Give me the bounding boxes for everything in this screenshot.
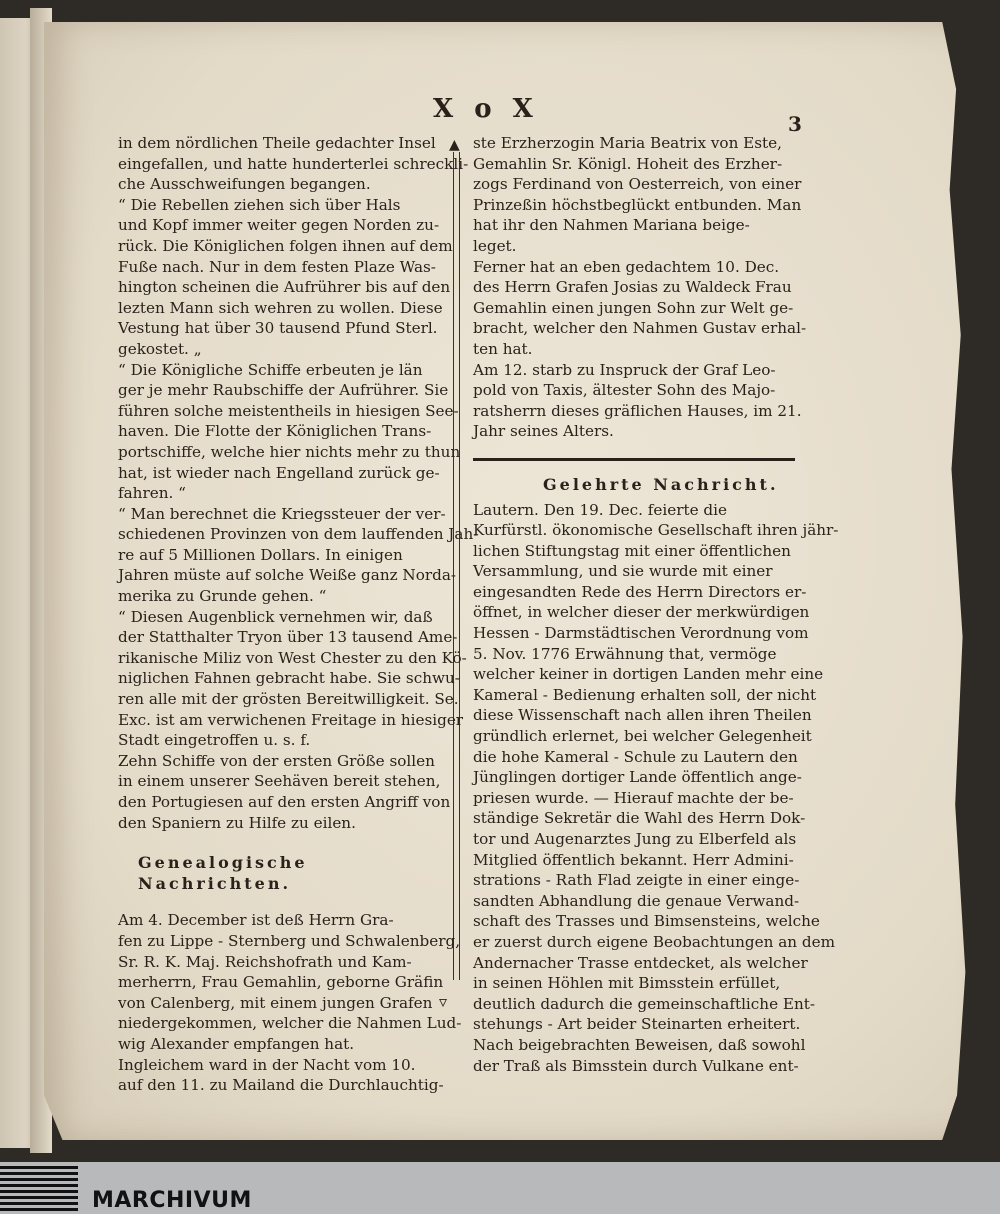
text-line: deutlich dadurch die gemeinschaftliche Ent- <box>473 994 815 1013</box>
text-line: Jünglingen dortiger Lande öffentlich ange- <box>473 768 802 787</box>
text-line: ste Erzherzogin Maria Beatrix von Este, <box>473 134 782 152</box>
page-header <box>0 94 1000 134</box>
text-line: Ferner hat an eben gedachtem 10. Dec. <box>473 257 780 276</box>
page-number: 3 <box>788 112 802 136</box>
text-line: führen solche meistentheils in hiesigen See- <box>118 401 459 420</box>
column-divider-inner <box>459 152 460 980</box>
text-line: von Calenberg, mit einem jungen Grafen <box>118 993 433 1012</box>
text-line: tor und Augenarztes Jung zu Elberfeld als <box>473 830 797 848</box>
text-line: in einem unserer Seehäven bereit stehen, <box>118 772 441 791</box>
text-line: pold von Taxis, ältester Sohn des Majo- <box>473 381 776 400</box>
text-line: hat ihr den Nahmen Mariana beige- <box>473 216 750 235</box>
text-line: schiedenen Provinzen von dem lauffenden Jah- <box>118 525 479 544</box>
text-line: öffnet, in welcher dieser der merkwürdigen <box>473 603 810 622</box>
text-line: Nach beigebrachten Beweisen, daß sowohl <box>473 1035 806 1054</box>
text-line: “ Die Rebellen ziehen sich über Hals <box>118 195 401 214</box>
catchword-mark: ▿ <box>439 992 448 1011</box>
text-line: in seinen Höhlen mit Bimsstein erfüllet, <box>473 974 781 993</box>
text-line: ratsherrn dieses gräflichen Hauses, im 21. <box>473 401 802 420</box>
text-line: sandten Abhandlung die genaue Verwand- <box>473 891 800 910</box>
text-line: niedergekommen, welcher die Nahmen Lud- <box>118 1014 462 1033</box>
text-line: hat, ist wieder nach Engelland zurück ge- <box>118 463 440 482</box>
text-line: den Spaniern zu Hilfe zu eilen. <box>118 813 356 832</box>
text-line: Versammlung, und sie wurde mit einer <box>473 562 773 581</box>
scholarly-news-heading: Gelehrte Nachricht. <box>543 474 779 494</box>
text-line: Am 12. starb zu Inspruck der Graf Leo- <box>473 360 776 379</box>
text-line: fen zu Lippe - Sternberg und Schwalenberg, <box>118 931 461 950</box>
text-line: ren alle mit der grösten Bereitwilligkeit. Se. <box>118 690 459 709</box>
archive-brand-name: MARCHIVUM <box>92 1188 252 1213</box>
text-line: eingesandten Rede des Herrn Directors er- <box>473 582 807 601</box>
text-line: re auf 5 Millionen Dollars. In einigen <box>118 545 403 564</box>
text-line: auf den 11. zu Mailand die Durchlauchtig- <box>118 1076 444 1095</box>
text-line: “ Diesen Augenblick vernehmen wir, daß <box>118 607 433 626</box>
text-line: Kameral - Bedienung erhalten soll, der nicht <box>473 685 817 704</box>
right-column <box>473 133 839 1076</box>
text-line: die hohe Kameral - Schule zu Lautern den <box>473 747 798 766</box>
running-title: X o X <box>433 94 539 124</box>
text-line: Am 4. December ist deß Herrn Gra- <box>118 911 394 930</box>
text-line: Lautern. Den 19. Dec. feierte die <box>473 500 727 519</box>
text-line: und Kopf immer weiter gegen Norden zu- <box>118 216 440 235</box>
text-line: Fuße nach. Nur in dem festen Plaze Was- <box>118 257 436 276</box>
marchivum-logo-icon <box>0 1162 80 1214</box>
text-line: “ Man berechnet die Kriegssteuer der ver- <box>118 504 446 523</box>
text-line: diese Wissenschaft nach allen ihren Theilen <box>473 706 812 725</box>
left-news-text <box>118 133 479 833</box>
text-line: wig Alexander empfangen hat. <box>118 1034 355 1053</box>
text-line: fahren. “ <box>118 484 186 503</box>
text-line: bracht, welcher den Nahmen Gustav erhal- <box>473 319 807 338</box>
text-line: Gemahlin einen jungen Sohn zur Welt ge- <box>473 298 794 317</box>
text-line: stehungs - Art beider Steinarten erheitert. <box>473 1015 801 1034</box>
text-line: che Ausschweifungen begangen. <box>118 175 371 194</box>
text-line: er zuerst durch eigene Beobachtungen an dem <box>473 932 835 951</box>
genealogy-text <box>118 910 462 1095</box>
text-line: Prinzeßin höchstbeglückt entbunden. Man <box>473 195 802 214</box>
text-line: Zehn Schiffe von der ersten Größe sollen <box>118 751 435 770</box>
text-line: priesen wurde. — Hierauf machte der be- <box>473 788 794 807</box>
text-line: eingefallen, und hatte hunderterlei schreckli- <box>118 154 469 173</box>
text-line: Mitglied öffentlich bekannt. Herr Admini- <box>473 850 794 869</box>
text-line: “ Die Königliche Schiffe erbeuten je län <box>118 360 423 379</box>
text-line: lezten Mann sich wehren zu wollen. Diese <box>118 298 443 317</box>
text-line: leget. <box>473 236 517 255</box>
text-line: zogs Ferdinand von Oesterreich, von einer <box>473 175 802 194</box>
text-line: welcher keiner in dortigen Landen mehr eine <box>473 665 824 684</box>
text-line: schaft des Trasses und Bimsensteins, welche <box>473 912 820 931</box>
text-line: rikanische Miliz von West Chester zu den Kö- <box>118 648 467 667</box>
text-line: strations - Rath Flad zeigte in einer einge- <box>473 871 800 890</box>
text-line: haven. Die Flotte der Königlichen Trans- <box>118 422 432 441</box>
text-line: der Statthalter Tryon über 13 tausend Ame- <box>118 628 458 647</box>
text-line: des Herrn Grafen Josias zu Waldeck Frau <box>473 278 792 297</box>
text-line: der Traß als Bimsstein durch Vulkane ent- <box>473 1056 799 1075</box>
text-line: rück. Die Königlichen folgen ihnen auf dem <box>118 236 453 255</box>
text-line: ger je mehr Raubschiffe der Aufrührer. Sie <box>118 381 449 400</box>
text-line: Gemahlin Sr. Königl. Hoheit des Erzher- <box>473 154 783 173</box>
section-rule <box>473 458 795 461</box>
text-line: lichen Stiftungstag mit einer öffentlichen <box>473 541 791 560</box>
text-line: Sr. R. K. Maj. Reichshofrath und Kam- <box>118 952 412 971</box>
text-line: Ingleichem ward in der Nacht vom 10. <box>118 1055 416 1074</box>
ornament-mark: ▲ <box>449 137 460 153</box>
text-line: Hessen - Darmstädtischen Verordnung vom <box>473 624 809 643</box>
text-line: gründlich erlernet, bei welcher Gelegenheit <box>473 727 812 746</box>
text-line: portschiffe, welche hier nichts mehr zu thun <box>118 442 461 461</box>
text-line: in dem nördlichen Theile gedachter Insel <box>118 134 436 152</box>
text-line: Exc. ist am verwichenen Freitage in hiesiger <box>118 710 464 729</box>
text-line: Jahr seines Alters. <box>473 422 614 441</box>
text-line: gekostet. „ <box>118 339 202 358</box>
text-line: merika zu Grunde gehen. “ <box>118 587 327 606</box>
text-line: 5. Nov. 1776 Erwähnung that, vermöge <box>473 644 777 663</box>
genealogy-heading: Genealogische Nachrichten. <box>138 853 308 893</box>
text-line: Kurfürstl. ökonomische Gesellschaft ihren jähr- <box>473 521 839 540</box>
right-news-text <box>473 133 807 442</box>
scholarly-news-text <box>473 500 839 1077</box>
left-column <box>118 133 479 1096</box>
text-line: den Portugiesen auf den ersten Angriff von <box>118 793 451 811</box>
text-line: Jahren müste auf solche Weiße ganz Norda- <box>118 566 457 585</box>
text-line: ständige Sekretär die Wahl des Herrn Dok- <box>473 809 806 828</box>
text-line: niglichen Fahnen gebracht habe. Sie schwu- <box>118 669 460 688</box>
text-line: hington scheinen die Aufrührer bis auf den <box>118 278 451 297</box>
text-line: Vestung hat über 30 tausend Pfund Sterl. <box>118 319 438 338</box>
text-line: Stadt eingetroffen u. s. f. <box>118 731 311 750</box>
text-line: merherrn, Frau Gemahlin, geborne Gräfin <box>118 973 444 992</box>
text-line: ten hat. <box>473 339 533 358</box>
text-line: Andernacher Trasse entdecket, als welcher <box>473 953 808 972</box>
